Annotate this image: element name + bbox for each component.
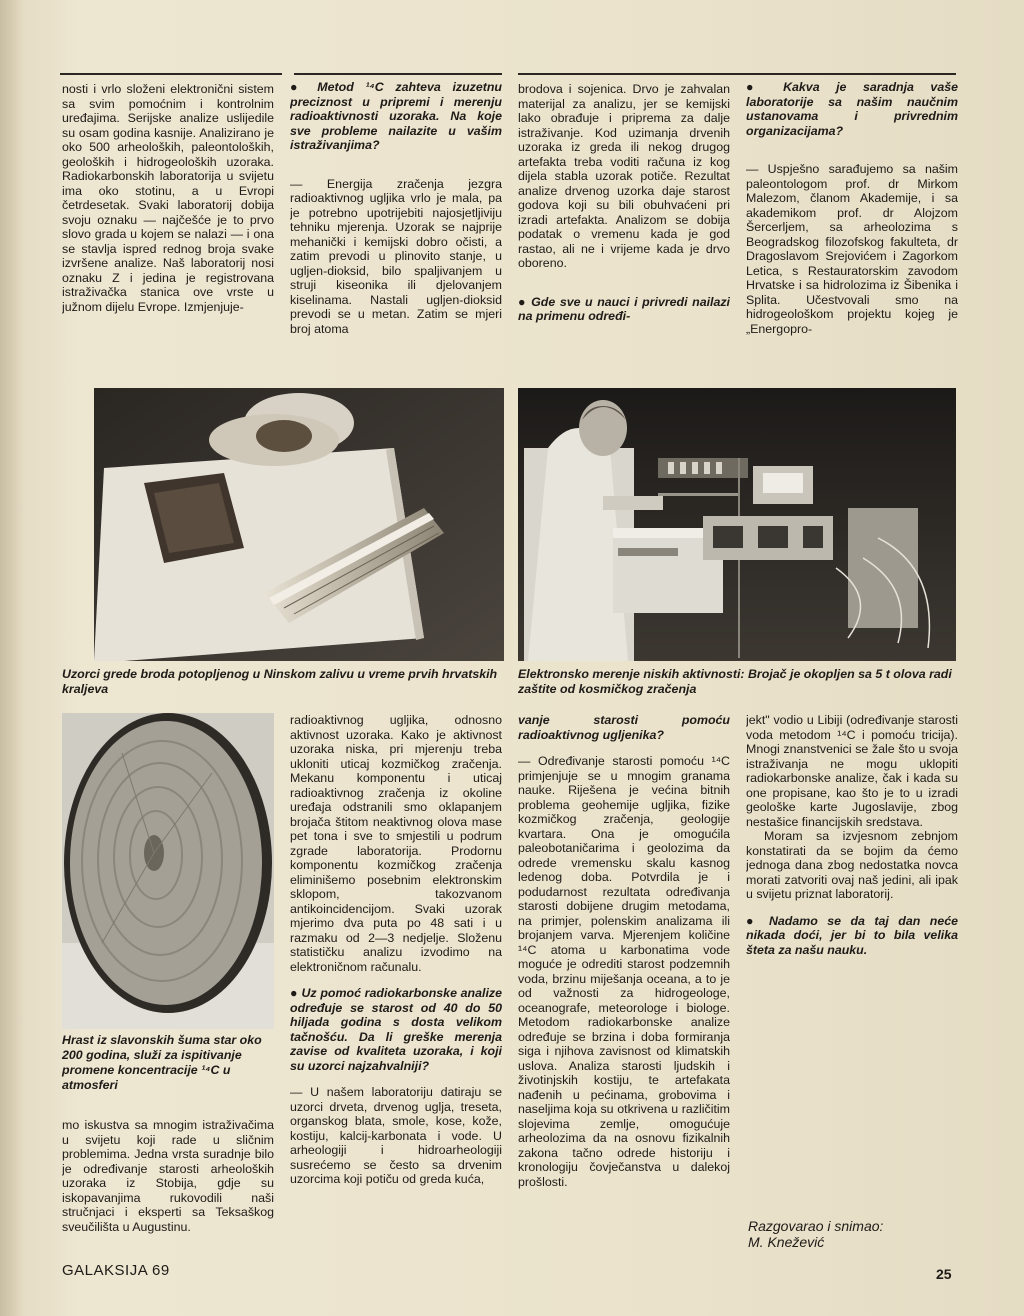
question-heading: ● Nadamo se da taj dan neće nikada doći, jer bi to bila velika šteta za našu nauku. — [746, 914, 958, 958]
column-2-bottom — [290, 713, 502, 1261]
top-rule-center — [294, 73, 502, 75]
question-heading-continued: vanje starosti pomoću radioaktivnog ugljenika? — [518, 713, 730, 742]
caption-photo-wood-samples: Uzorci grede broda potopljenog u Ninskom zalivu u vreme prvih hrvatskih kraljeva — [62, 667, 498, 696]
text-block: radioaktivnog ugljika, odnosno aktivnost uzoraka. Kako je aktivnost uzoraka niska, pri mjerenju treba ukloniti uticaj kozmičkog zračenja. Mekanu komponentu i uticaj radioaktivnog zračenja iz okoline uređaja odstranili smo oklapanjem brojača štitom neaktivnog olova mase pet tona i sve to smjestili u podrum zgrade laboratorija. Prodornu komponentu kozmičkog zračenja eliminišemo posebnim elektronskim sklopom, takozvanom antikoincidencijom. Svaki uzorak mjerimo dva puta po 48 sati i u razmaku od 2—3 nedjelje. Složenu statističku analizu izvodimo na elektroničnom računalu. — [290, 713, 502, 974]
text-block: — Određivanje starosti pomoću ¹⁴C primjenjuje se u mnogim granama nauke. Riješena je većina bitnih problema geohemije ugljika, fizike kozmičkog zračenja, geologije kvartara. Ona je omogućila paleobotaničarima i geolozima da odrede vremensku skalu kasnog ledenog doba. Potvrdila je i podudarnost rezultata određivanja starosti dobijene drugim metodama, na primjer, polenskim analizama ili brojanjem varva. Mjerenjem količine ¹⁴C atoma u karbonatima vode moguće je odrediti starost podzemnih voda, brzinu miješanja oceana, a to je od važnosti za hidrogeologe, oceanografe, meteorologe i biologe. Metodom radiokarbonske analize određuje se brzina i doba formiranja siga i njihova zavisnost od klimatskih uslova. Analiza starosti ljudskih i životinjskih kostiju, te artefakata nađenih u pećinama, grobovima i naseljima koja su otkrivena u različitim slojevima zemlje, omogućuje arheolozima da na osnovu fizikalnih zakona tačno odrede historiju i kronologiju čovječanstva u dalekoj prošlosti. — [518, 754, 730, 1189]
text-block: — U našem laboratoriju datiraju se uzorci drveta, drvenog uglja, treseta, organskog blata, smole, kose, kože, kostiju, kalcij-karbonata i vode. U arheologiji i hidroarheologiji susrećemo se često sa drvenim uzorcima koji potiču od greda kuća, — [290, 1085, 502, 1186]
text-block: — Uspješno sarađujemo sa našim paleontologom prof. dr Mirkom Malezom, članom Akademije, i sa akademikom prof. dr Alojzom Šercerljem, sa arheolozima s Beogradskog filozofskog fakulteta, dr Dragoslavom Srejovićem i Zagorkom Letica, s Restauratorskim zavodom Hrvatske i sa hidrolozima iz Šibenika i Splita. Učestvovali smo na hidrogeološkom projektu kojeg je „Energopro- — [746, 162, 958, 336]
top-rule-right — [518, 73, 956, 75]
photo-wood-samples-image — [94, 388, 504, 661]
photo-oak-cross-section — [62, 713, 274, 1029]
photo-lab-counter — [518, 388, 956, 661]
question-heading: ● Kakva je saradnja vaše laboratorije sa našim naučnim ustanovama i privrednim organizacijama? — [746, 80, 958, 138]
column-2-top — [290, 80, 502, 375]
magazine-issue-label: GALAKSIJA 69 — [62, 1262, 170, 1279]
text-block: brodova i sojenica. Drvo je zahvalan materijal za analizu, jer se kemijski lako obrađuje i priprema za dalje istraživanje. Kod uzimanja drvenih uzoraka iz greda ili nekog drugog artefakta treba voditi računa iz kog dijela stabla uzorak potiče. Rezultat analize drvenog uzorka daje starost godova koji su bili obuhvaćeni pri izradi artefakta. Analizom se dobija podatak o vremenu kada je god rastao, ali ne i vrijeme kada je drvo oboreno. — [518, 82, 730, 270]
page-fold-shadow — [0, 0, 24, 1316]
column-3-bottom — [518, 713, 730, 1261]
signature-line-2: M. Knežević — [748, 1234, 825, 1250]
signature-line-1: Razgovarao i snimao: — [748, 1218, 884, 1234]
caption-photo-oak: Hrast iz slavonskih šuma star oko 200 godina, služi za ispitivanje promene koncentracije ¹⁴C u atmosferi — [62, 1033, 262, 1092]
question-heading: ● Gde sve u nauci i privredi nailazi na primenu određi- — [518, 295, 730, 324]
column-1-bottom — [62, 1118, 274, 1256]
text-block: — Energija zračenja jezgra radioaktivnog ugljika vrlo je mala, pa je potrebno upotrijebiti najosjetljiviju tehniku mjerenja. Uzorak se najprije mehanički i kemijski dobro očisti, a zatim prevodi u plinovito stanje, u ugljen-dioksid, bilo spaljivanjem u struji kiseonika ili djelovanjem kiselinama. Nastali ugljen-dioksid prevodi se u metan. Zatim se mjeri broj atoma — [290, 176, 502, 336]
column-1-top — [62, 82, 274, 372]
page-number: 25 — [936, 1266, 952, 1282]
photo-lab-counter-image — [518, 388, 956, 661]
text-block: jekt" vodio u Libiji (određivanje starosti voda metodom ¹⁴C i pomoću tricija). Mnogi znanstvenici se žale što u svoja istraživanja ne mogu uklopiti radiokarbonske analize, čak i kada su one propisane, kao što je to u izradi geološke karte Jugoslavije, zbog nestašice financijskih sredstava. — [746, 713, 958, 829]
text-block: nosti i vrlo složeni elektronični sistem sa svim pomoćnim i kontrolnim uređajima. Serijske analize uslijedile su osam godina kasnije. Analizirano je oko 500 arheoloških, paleontoloških, geoloških i hidrogeoloških uzoraka. Radiokarbonskih laboratorija u svijetu ima oko stotinu, a u Evropi četrdesetak. Svaki laboratorij dobija svoju oznaku — najčešće je to prvo slovo grada u kojem se nalazi — i ona se stavlja ispred rednog broja svake izvršene analize. Naš laboratorij nosi oznaku Z i jedina je registrovana istraživačka stanica ove vrste u južnom dijelu Evrope. Izmjenjuje- — [62, 82, 274, 314]
text-block: mo iskustva sa mnogim istraživačima u svijetu koji rade u sličnim problemima. Jedna vrsta suradnje bilo je određivanje starosti arheoloških uzoraka iz Stobija, gdje su iskopavanjima rukovodili naši stručnjaci i eksperti sa Teksaškog sveučilišta u Augustinu. — [62, 1118, 274, 1234]
question-heading: ● Metod ¹⁴C zahteva izuzetnu preciznost u pripremi i merenju radioaktivnosti uzoraka. Na koje sve probleme nailazite u vašim istraživanjima? — [290, 80, 502, 153]
top-rule-left — [60, 73, 282, 75]
column-4-top — [746, 80, 958, 375]
column-4-bottom — [746, 713, 958, 1208]
text-block: Moram sa izvjesnom zebnjom konstatirati da se bojim da ćemo jednoga dana zbog nedostatka novca morati zatvoriti ovaj naš jedini, ali ipak u svijetu priznat laboratorij. — [746, 829, 958, 901]
question-heading: ● Uz pomoć radiokarbonske analize određuje se starost od 40 do 50 hiljada godina s dosta velikom tačnošću. Da li greške merenja zavise od kvaliteta uzoraka, i koji su uzorci najzahvalniji? — [290, 986, 502, 1073]
author-signature — [748, 1218, 883, 1250]
photo-oak-cross-section-image — [62, 713, 274, 1029]
photo-wood-samples — [94, 388, 504, 661]
column-3-top — [518, 82, 730, 377]
caption-photo-lab-counter: Elektronsko merenje niskih aktivnosti: Brojač je okopljen sa 5 t olova radi zaštite od kosmičkog zračenja — [518, 667, 952, 696]
